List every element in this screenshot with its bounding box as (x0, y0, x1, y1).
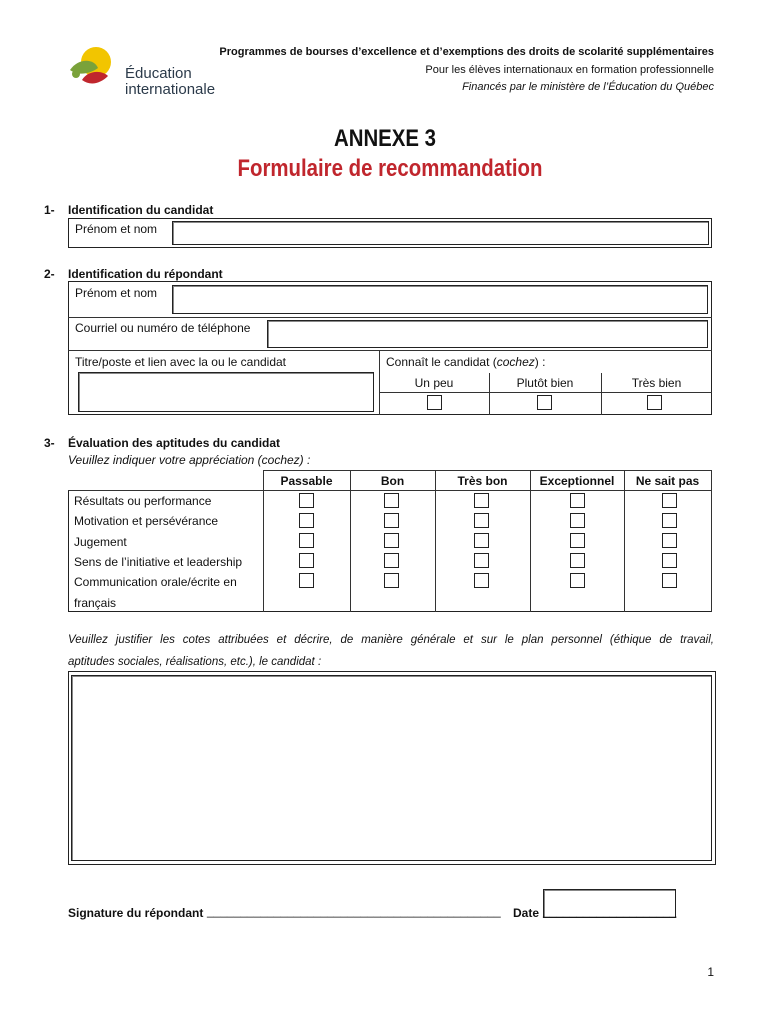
column-exceptionnel: Exceptionnel (539, 474, 615, 488)
justification-instruction-line1: Veuillez justifier les cotes attribuées et décrire, de manière générale et sur le plan personnel (éthique de travail, (68, 634, 714, 646)
section3-title: Évaluation des aptitudes du candidat (68, 436, 281, 450)
knows-un-peu-checkbox[interactable] (427, 395, 442, 410)
rating-checkbox[interactable] (474, 573, 489, 588)
annexe-title: ANNEXE 3 (333, 125, 437, 152)
rating-checkbox[interactable] (474, 513, 489, 528)
justification-instruction-line2: aptitudes sociales, réalisations, etc.), le candidat : (68, 656, 322, 668)
date-label: Date (513, 906, 540, 920)
logo-line1: Éducation (125, 65, 192, 82)
knows-candidate-label: Connaît le candidat (cochez) : (386, 355, 546, 369)
rating-checkbox[interactable] (570, 573, 585, 588)
criterion-resultats: Résultats ou performance (74, 494, 212, 508)
section2-number: 2- (44, 267, 55, 281)
candidate-name-label: Prénom et nom (75, 222, 158, 236)
column-ne-sait-pas: Ne sait pas (635, 474, 700, 488)
rating-checkbox[interactable] (384, 513, 399, 528)
signature-label: Signature du répondant (68, 906, 204, 920)
contact-field[interactable] (267, 320, 708, 348)
section2-title: Identification du répondant (68, 267, 223, 281)
program-title: Programmes de bourses d’excellence et d’exemptions des droits de scolarité supplémentaires (219, 46, 714, 58)
rating-checkbox[interactable] (662, 573, 677, 588)
divider (379, 392, 712, 393)
criterion-motivation: Motivation et persévérance (74, 514, 219, 528)
divider (530, 470, 531, 612)
section1-number: 1- (44, 203, 55, 217)
rating-checkbox[interactable] (384, 533, 399, 548)
rating-checkbox[interactable] (570, 553, 585, 568)
divider (624, 470, 625, 612)
section3-number: 3- (44, 436, 55, 450)
criterion-communication: Communication orale/écrite en (74, 575, 237, 589)
knows-option-tres-bien: Très bien (631, 376, 682, 390)
divider (68, 490, 712, 491)
rating-checkbox[interactable] (570, 493, 585, 508)
knows-option-un-peu: Un peu (414, 376, 454, 390)
knows-plutot-bien-checkbox[interactable] (537, 395, 552, 410)
rating-checkbox[interactable] (299, 553, 314, 568)
column-tres-bon: Très bon (457, 474, 508, 488)
justification-field[interactable] (71, 675, 712, 861)
column-passable: Passable (280, 474, 333, 488)
contact-label: Courriel ou numéro de téléphone (75, 321, 251, 335)
form-title: Formulaire de recommandation (237, 155, 543, 182)
date-line: ____________________ (543, 904, 677, 918)
rating-checkbox[interactable] (570, 513, 585, 528)
knows-option-plutot-bien: Plutôt bien (516, 376, 574, 390)
rating-checkbox[interactable] (474, 493, 489, 508)
rating-checkbox[interactable] (662, 553, 677, 568)
divider (435, 470, 436, 612)
title-relation-label: Titre/poste et lien avec la ou le candidat (75, 355, 287, 369)
divider (711, 470, 712, 612)
rating-checkbox[interactable] (662, 513, 677, 528)
divider (68, 350, 712, 351)
signature-line[interactable]: ____________________________________________ (207, 904, 501, 918)
rating-checkbox[interactable] (474, 533, 489, 548)
criterion-communication-cont: français (74, 596, 117, 610)
knows-tres-bien-checkbox[interactable] (647, 395, 662, 410)
rating-checkbox[interactable] (299, 513, 314, 528)
criterion-initiative: Sens de l’initiative et leadership (74, 555, 243, 569)
column-bon: Bon (380, 474, 405, 488)
rating-checkbox[interactable] (299, 533, 314, 548)
respondent-name-field[interactable] (172, 285, 708, 314)
rating-checkbox[interactable] (384, 493, 399, 508)
divider (350, 470, 351, 612)
rating-checkbox[interactable] (570, 533, 585, 548)
divider (263, 470, 712, 471)
divider (68, 317, 712, 318)
rating-checkbox[interactable] (474, 553, 489, 568)
rating-checkbox[interactable] (299, 573, 314, 588)
respondent-name-label: Prénom et nom (75, 286, 158, 300)
rating-checkbox[interactable] (662, 533, 677, 548)
title-relation-field[interactable] (78, 372, 374, 412)
section1-title: Identification du candidat (68, 203, 214, 217)
candidate-name-field[interactable] (172, 221, 709, 245)
rating-checkbox[interactable] (384, 573, 399, 588)
rating-table-body (68, 490, 712, 612)
rating-checkbox[interactable] (299, 493, 314, 508)
program-audience: Pour les élèves internationaux en formation professionnelle (425, 64, 714, 76)
program-funding: Financés par le ministère de l’Éducation du Québec (462, 81, 714, 93)
page-number: 1 (707, 965, 714, 979)
section3-instruction: Veuillez indiquer votre appréciation (cochez) : (68, 453, 311, 467)
logo-line2: internationale (125, 81, 216, 98)
divider (263, 470, 264, 612)
rating-checkbox[interactable] (662, 493, 677, 508)
criterion-jugement: Jugement (74, 535, 127, 549)
rating-checkbox[interactable] (384, 553, 399, 568)
